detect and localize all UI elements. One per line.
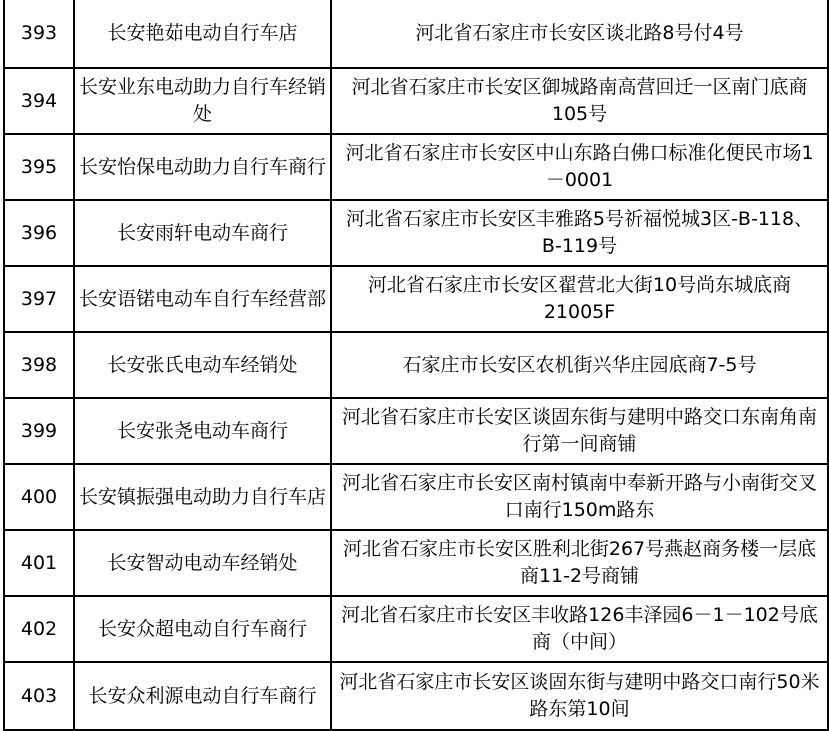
dealer-table	[3, 0, 829, 731]
dealer-address: 河北省石家庄市长安区谈固东街与建明中路交口南行50米路东第10间	[331, 662, 828, 730]
table-row	[4, 596, 828, 662]
table-row	[4, 200, 828, 266]
table-row	[4, 0, 828, 68]
table-row	[4, 68, 828, 134]
table-row	[4, 332, 828, 398]
table-row	[4, 398, 828, 464]
dealer-address: 河北省石家庄市长安区中山东路白佛口标准化便民市场1－0001	[331, 134, 828, 200]
row-number: 393	[4, 0, 74, 68]
dealer-address: 河北省石家庄市长安区丰雅路5号祈福悦城3区-B-118、B-119号	[331, 200, 828, 266]
dealer-name: 长安张尧电动车商行	[74, 398, 331, 464]
dealer-address: 河北省石家庄市长安区谈北路8号付4号	[331, 0, 828, 68]
row-number: 395	[4, 134, 74, 200]
dealer-name: 长安智动电动车经销处	[74, 530, 331, 596]
dealer-address: 河北省石家庄市长安区御城路南高营回迁一区南门底商105号	[331, 68, 828, 134]
dealer-name: 长安怡保电动助力自行车商行	[74, 134, 331, 200]
dealer-name: 长安语锘电动车自行车经营部	[74, 266, 331, 332]
table-row	[4, 134, 828, 200]
table-row	[4, 266, 828, 332]
row-number: 402	[4, 596, 74, 662]
dealer-address: 河北省石家庄市长安区南村镇南中奉新开路与小南街交叉口南行150m路东	[331, 464, 828, 530]
dealer-address: 河北省石家庄市长安区翟营北大街10号尚东城底商21005F	[331, 266, 828, 332]
row-number: 403	[4, 662, 74, 730]
row-number: 399	[4, 398, 74, 464]
dealer-address: 河北省石家庄市长安区丰收路126丰泽园6－1－102号底商（中间）	[331, 596, 828, 662]
dealer-name: 长安艳茹电动自行车店	[74, 0, 331, 68]
row-number: 396	[4, 200, 74, 266]
dealer-address: 河北省石家庄市长安区谈固东街与建明中路交口东南角南行第一间商铺	[331, 398, 828, 464]
row-number: 397	[4, 266, 74, 332]
dealer-name: 长安镇振强电动助力自行车店	[74, 464, 331, 530]
dealer-name: 长安张氏电动车经销处	[74, 332, 331, 398]
row-number: 401	[4, 530, 74, 596]
table-row	[4, 464, 828, 530]
row-number: 398	[4, 332, 74, 398]
dealer-name: 长安业东电动助力自行车经销处	[74, 68, 331, 134]
table-row	[4, 530, 828, 596]
dealer-address: 河北省石家庄市长安区胜利北街267号燕赵商务楼一层底商11-2号商铺	[331, 530, 828, 596]
row-number: 394	[4, 68, 74, 134]
dealer-name: 长安雨轩电动车商行	[74, 200, 331, 266]
dealer-name: 长安众超电动自行车商行	[74, 596, 331, 662]
dealer-name: 长安众利源电动自行车商行	[74, 662, 331, 730]
row-number: 400	[4, 464, 74, 530]
table-row	[4, 662, 828, 730]
dealer-address: 石家庄市长安区农机街兴华庄园底商7-5号	[331, 332, 828, 398]
